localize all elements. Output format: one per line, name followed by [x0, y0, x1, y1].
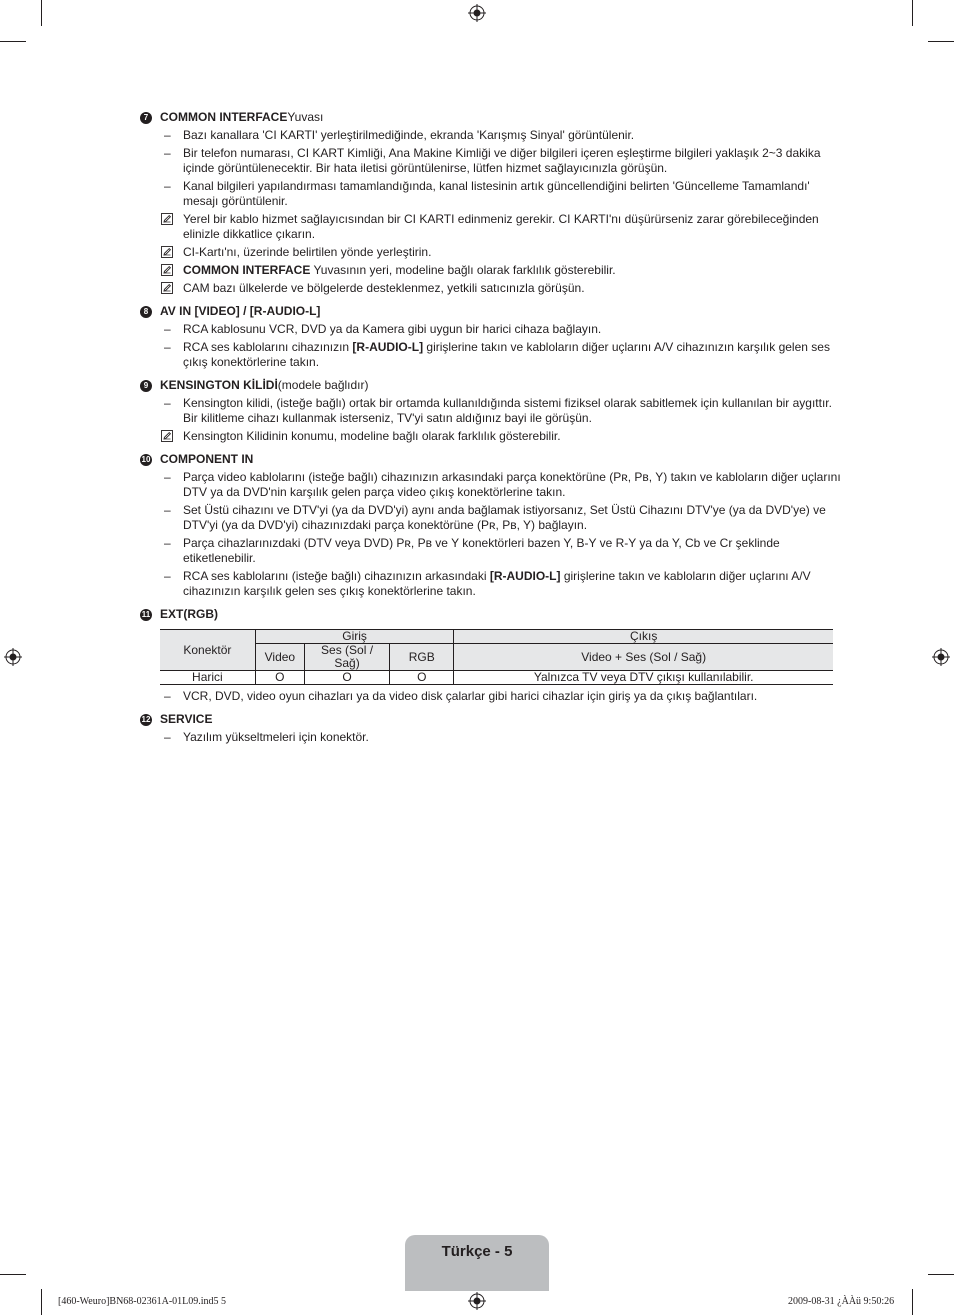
list-item: – Bazı kanallara 'CI KARTI' yerleştirilmediğinde, ekranda 'Karışmış Sinyal' görüntülenir.: [164, 128, 635, 142]
dash-bullet: –: [164, 689, 171, 703]
list-item: – Kanal bilgileri yapılandırması tamamlandığında, kanal listesinin artık güncellendiğini belirten 'Güncelleme Tamamlandı' mesajı görüntülenir.: [164, 179, 810, 208]
dash-bullet: –: [164, 128, 171, 142]
registration-mark-icon: [4, 648, 22, 666]
list-item: – Kensington kilidi, (isteğe bağlı) ortak bir ortamda kullanıldığında sistemi fiziksel olarak sabitlemek için kullanılan bir aygıttır. Bir kilitleme cihazı kullanmak isterseniz, TV'yi satın aldığınız bayi ile görüşün.: [164, 396, 832, 425]
table-cell: Harici: [160, 671, 255, 685]
dash-bullet: –: [164, 470, 171, 484]
note-item: CI-Kartı'nı, üzerinde belirtilen yönde yerleştirin.: [140, 245, 845, 260]
note-pencil-icon: [161, 430, 173, 442]
page-label: Türkçe - 5: [441, 1243, 513, 1260]
crop-mark: [0, 1274, 26, 1275]
dash-bullet: –: [164, 179, 171, 193]
dash-bullet: –: [164, 322, 171, 336]
note-pencil-icon: [161, 213, 173, 225]
circled-number-icon: 7: [140, 112, 152, 124]
note-item: COMMON INTERFACE Yuvasının yeri, modeline bağlı olarak farklılık gösterebilir.: [140, 263, 845, 278]
registration-mark-icon: [468, 4, 486, 22]
dash-bullet: –: [164, 730, 171, 744]
table-subheader-cell: Video + Ses (Sol / Sağ): [454, 644, 833, 671]
table-subheader-cell: RGB: [390, 644, 454, 671]
section-title: COMPONENT IN: [160, 452, 254, 466]
note-pencil-icon: [161, 282, 173, 294]
bold-term: [R-AUDIO-L]: [489, 569, 561, 583]
table-cell: O: [304, 671, 389, 685]
circled-number-icon: 11: [141, 609, 151, 619]
note-item: Kensington Kilidinin konumu, modeline bağlı olarak farklılık gösterebilir.: [140, 429, 845, 444]
section-heading: [140, 110, 845, 125]
list-item: – Parça cihazlarınızdaki (DTV veya DVD) Pʀ, Pʙ ve Y konektörleri bazen Y, B-Y ve R-Y ya da Y, Cb ve Cr şeklinde etiketlenebilir.: [164, 536, 780, 565]
table-header-cell: Giriş: [255, 630, 454, 644]
registration-mark-icon: [932, 648, 950, 666]
note-item: CAM bazı ülkelerde ve bölgelerde desteklenmez, yetkili satıcınızla görüşün.: [140, 281, 845, 296]
table-header-row: [160, 630, 833, 644]
crop-mark: [41, 1289, 42, 1315]
section-title: COMMON INTERFACE: [160, 110, 288, 124]
crop-mark: [0, 41, 26, 42]
dash-bullet: –: [164, 536, 171, 550]
crop-mark: [912, 0, 913, 26]
circled-number-icon: 8: [140, 306, 152, 318]
table-cell: Yalnızca TV veya DTV çıkışı kullanılabilir.: [454, 671, 833, 685]
date-slug: 2009-08-31 ¿ÀÀü 9:50:26: [788, 1296, 895, 1307]
list-item: – VCR, DVD, video oyun cihazları ya da video disk çalarlar gibi harici cihazlar için giriş ya da çıkış bağlantıları.: [164, 689, 758, 703]
bold-term: [R-AUDIO-L]: [352, 340, 424, 354]
note-pencil-icon: [161, 264, 173, 276]
circled-number-icon: 12: [141, 714, 151, 724]
registration-mark-icon: [468, 1292, 486, 1310]
note-pencil-icon: [161, 246, 173, 258]
table-subheader-row: [160, 644, 833, 671]
list-item: – Yazılım yükseltmeleri için konektör.: [164, 730, 369, 744]
list-item: – RCA kablosunu VCR, DVD ya da Kamera gibi uygun bir harici cihaza bağlayın.: [164, 322, 602, 336]
table-header-cell: Çıkış: [454, 630, 833, 644]
document-body: [140, 110, 845, 748]
section-heading: [140, 378, 845, 393]
dash-bullet: –: [164, 146, 171, 160]
table-header-cell: Konektör: [160, 630, 255, 671]
section-title-suffix: (modele bağlıdır): [277, 378, 369, 392]
list-item: – Parça video kablolarını (isteğe bağlı) cihazınızın arkasındaki parça konektörüne (Pʀ, Pʙ, Y) takın ve kabloların diğer uçlarını DTV ya da DVD'nin karşılık gelen parça video çıkış konektörlerine takın.: [164, 470, 841, 499]
dash-bullet: –: [164, 396, 171, 410]
page-number-tab: [405, 1235, 549, 1291]
dash-bullet: –: [164, 503, 171, 517]
crop-mark: [912, 1289, 913, 1315]
crop-mark: [928, 41, 954, 42]
section-title: SERVICE: [160, 712, 213, 726]
circled-number-icon: 9: [140, 380, 152, 392]
table-subheader-cell: Video: [255, 644, 304, 671]
table-subheader-cell: Ses (Sol / Sağ): [304, 644, 389, 671]
file-slug: [460-Weuro]BN68-02361A-01L09.ind5 5: [58, 1296, 227, 1307]
section-heading: [140, 304, 845, 319]
list-item: – Bir telefon numarası, CI KART Kimliği, Ana Makine Kimliği ve diğer bilgileri içeren eşleştirme bilgileri yaklaşık 2~3 dakika içinde görüntülenecektir. Bir hata iletisi görüntülenirse, lütfen hizmet sağlayıcınızla görüşün.: [164, 146, 821, 175]
dash-bullet: –: [164, 569, 171, 583]
list-item: – RCA ses kablolarını (isteğe bağlı) cihazınızın arkasındaki [R-AUDIO-L] girişlerine takın ve kabloların diğer uçlarını A/V cihazınızın karşılık gelen ses çıkış konektörlerine takın.: [164, 569, 811, 598]
crop-mark: [41, 0, 42, 26]
section-heading: [140, 607, 845, 622]
section-title: KENSINGTON KİLİDİ: [160, 378, 278, 392]
section-title-suffix: Yuvası: [287, 110, 324, 124]
section-title: EXT(RGB): [160, 607, 218, 621]
section-heading: [140, 712, 845, 727]
table-cell: O: [255, 671, 304, 685]
section-heading: [140, 452, 845, 467]
note-item: Yerel bir kablo hizmet sağlayıcısından bir CI KARTI edinmeniz gerekir. CI KARTI'nı düşürürseniz zarar görebileceğinden elinizle dikkatlice çıkarın.: [140, 212, 845, 242]
table-row: [160, 671, 833, 685]
table-cell: O: [390, 671, 454, 685]
crop-mark: [928, 1274, 954, 1275]
list-item: – Set Üstü cihazını ve DTV'yi (ya da DVD'yi) aynı anda bağlamak istiyorsanız, Set Üstü Cihazını DTV'ye (ya da DVD'ye) ve DTV'yi (ya da DVD'yi) cihazınızdaki parça konektörüne (Pʀ, Pʙ, Y) bağlayın.: [164, 503, 826, 532]
ext-rgb-table: [160, 629, 833, 685]
section-title: AV IN [VIDEO] / [R-AUDIO-L]: [160, 304, 321, 318]
list-item: – RCA ses kablolarını cihazınızın [R-AUDIO-L] girişlerine takın ve kabloların diğer uçlarını A/V cihazınızın karşılık gelen ses çıkış konektörlerine takın.: [164, 340, 830, 369]
bold-term: COMMON INTERFACE: [183, 263, 311, 277]
dash-bullet: –: [164, 340, 171, 354]
circled-number-icon: 10: [141, 454, 151, 464]
